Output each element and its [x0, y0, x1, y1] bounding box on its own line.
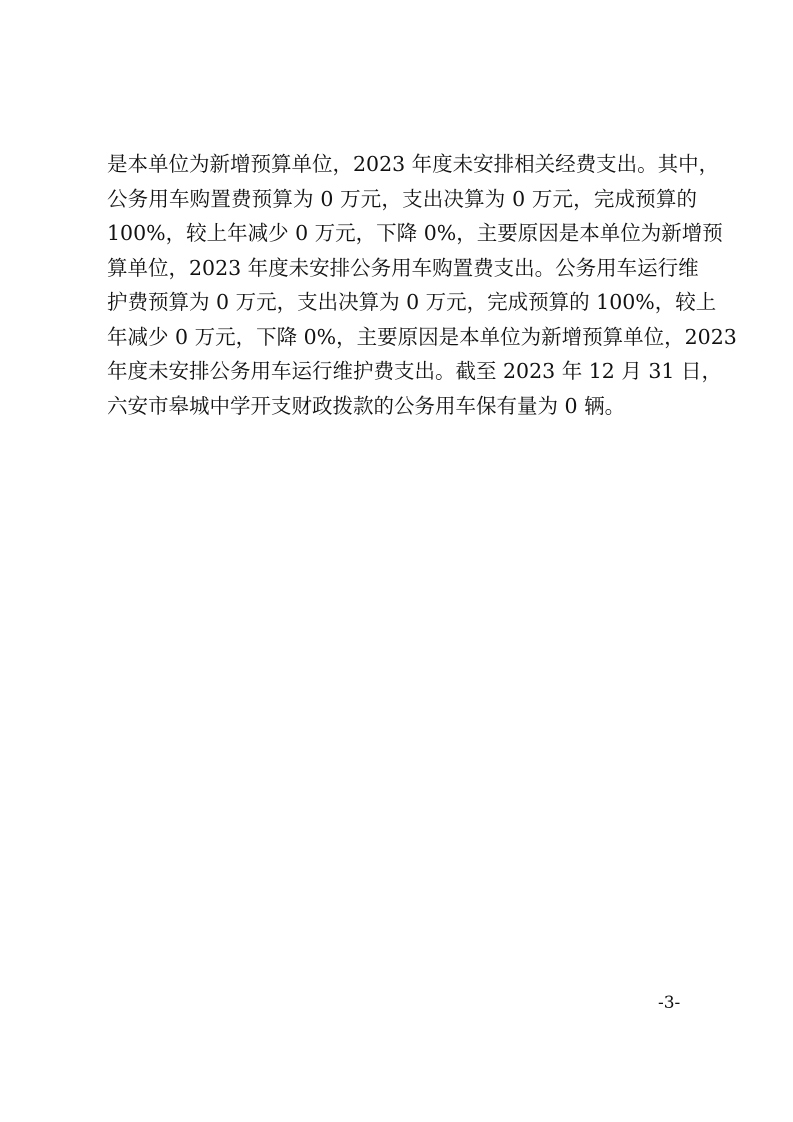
paragraph-line-6: 年减少 0 万元，下降 0%，主要原因是本单位为新增预算单位，2023: [107, 324, 737, 349]
paragraph-line-2: 公务用车购置费预算为 0 万元，支出决算为 0 万元，完成预算的: [107, 186, 697, 211]
paragraph-line-8: 六安市皋城中学开支财政拨款的公务用车保有量为 0 辆。: [107, 393, 626, 418]
body-paragraph: [107, 150, 737, 426]
paragraph-line-4: 算单位，2023 年度未安排公务用车购置费支出。公务用车运行维: [107, 255, 699, 280]
paragraph-line-5: 护费预算为 0 万元，支出决算为 0 万元，完成预算的 100%，较上: [107, 290, 717, 314]
paragraph-line-3: 100%，较上年减少 0 万元，下降 0%，主要原因是本单位为新增预: [107, 221, 723, 245]
paragraph-line-1: 是本单位为新增预算单位，2023 年度未安排相关经费支出。其中，: [107, 152, 720, 176]
page-number: -3-: [658, 993, 681, 1013]
paragraph-line-7: 年度未安排公务用车运行维护费支出。截至 2023 年 12 月 31 日，: [107, 359, 722, 383]
